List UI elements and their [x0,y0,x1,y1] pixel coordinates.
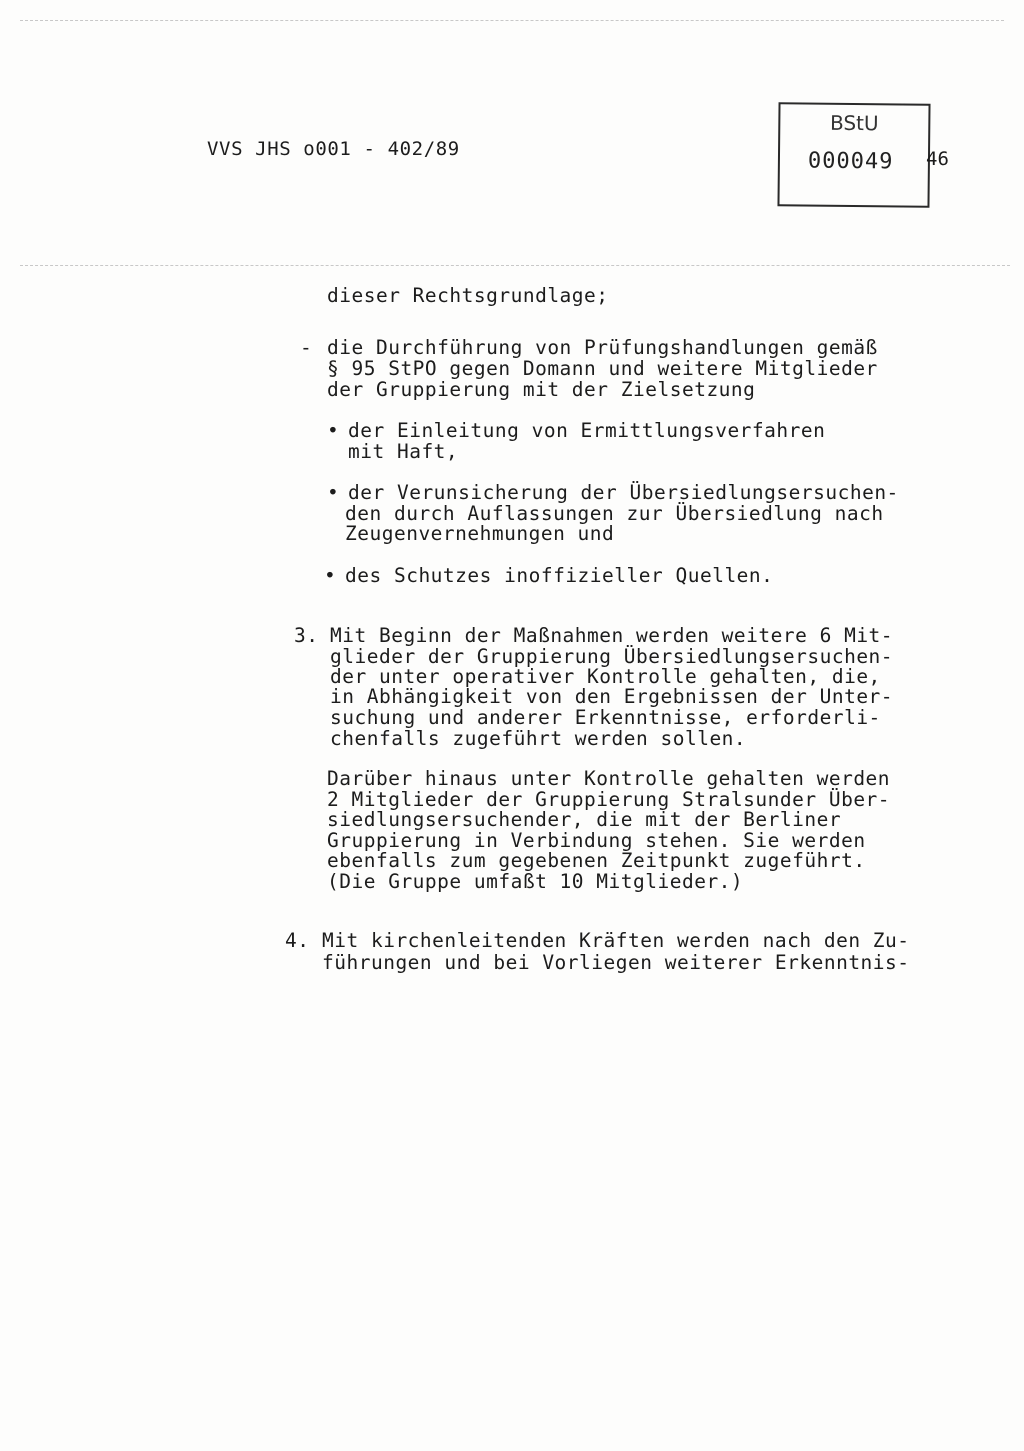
text-line: chenfalls zugeführt werden sollen. [330,727,747,750]
text-line: des Schutzes inoffizieller Quellen. [345,564,774,587]
text-line: der Verunsicherung der Übersiedlungsersuchen- [348,481,899,504]
text-line: glieder der Gruppierung Übersiedlungsersuchen- [330,645,894,668]
text-line: suchung und anderer Erkenntnisse, erforderli- [330,706,881,729]
dash-bullet: - [300,336,313,359]
text-line: mit Haft, [348,440,459,463]
text-line: siedlungsersuchender, die mit der Berliner [327,808,842,831]
text-line: der Gruppierung mit der Zielsetzung [327,378,756,401]
stamp-number: 000049 [807,148,894,175]
header-separator [20,265,1010,266]
text-line: Gruppierung in Verbindung stehen. Sie werden [327,829,866,852]
dot-bullet: • [324,564,337,587]
text-line: Darüber hinaus unter Kontrolle gehalten werden [327,767,891,790]
text-line: führungen und bei Vorliegen weiterer Erkenntnis- [322,951,910,974]
text-line: die Durchführung von Prüfungshandlungen gemäß [327,336,878,359]
archive-stamp [777,102,930,208]
text-line: dieser Rechtsgrundlage; [327,284,609,307]
item-number: 4. [285,929,310,952]
document-reference: VVS JHS o001 - 402/89 [207,138,460,160]
dot-bullet: • [327,481,340,504]
top-scan-edge [20,20,1004,21]
text-line: Zeugenvernehmungen und [345,522,615,545]
text-line: in Abhängigkeit von den Ergebnissen der Unter- [330,685,894,708]
text-line: der unter operativer Kontrolle gehalten, die, [330,665,881,688]
text-line: (Die Gruppe umfaßt 10 Mitglieder.) [327,870,744,893]
stamp-org: BStU [829,110,879,136]
page-number: 46 [926,148,949,170]
text-line: ebenfalls zum gegebenen Zeitpunkt zugeführt. [327,849,866,872]
text-line: der Einleitung von Ermittlungsverfahren [348,419,826,442]
text-line: den durch Auflassungen zur Übersiedlung nach [345,502,884,525]
item-number: 3. [294,624,319,647]
dot-bullet: • [327,419,340,442]
text-line: Mit kirchenleitenden Kräften werden nach den Zu- [322,929,910,952]
text-line: 2 Mitglieder der Gruppierung Stralsunder Über- [327,788,891,811]
text-line: Mit Beginn der Maßnahmen werden weitere 6 Mit- [330,624,894,647]
text-line: § 95 StPO gegen Domann und weitere Mitglieder [327,357,878,380]
